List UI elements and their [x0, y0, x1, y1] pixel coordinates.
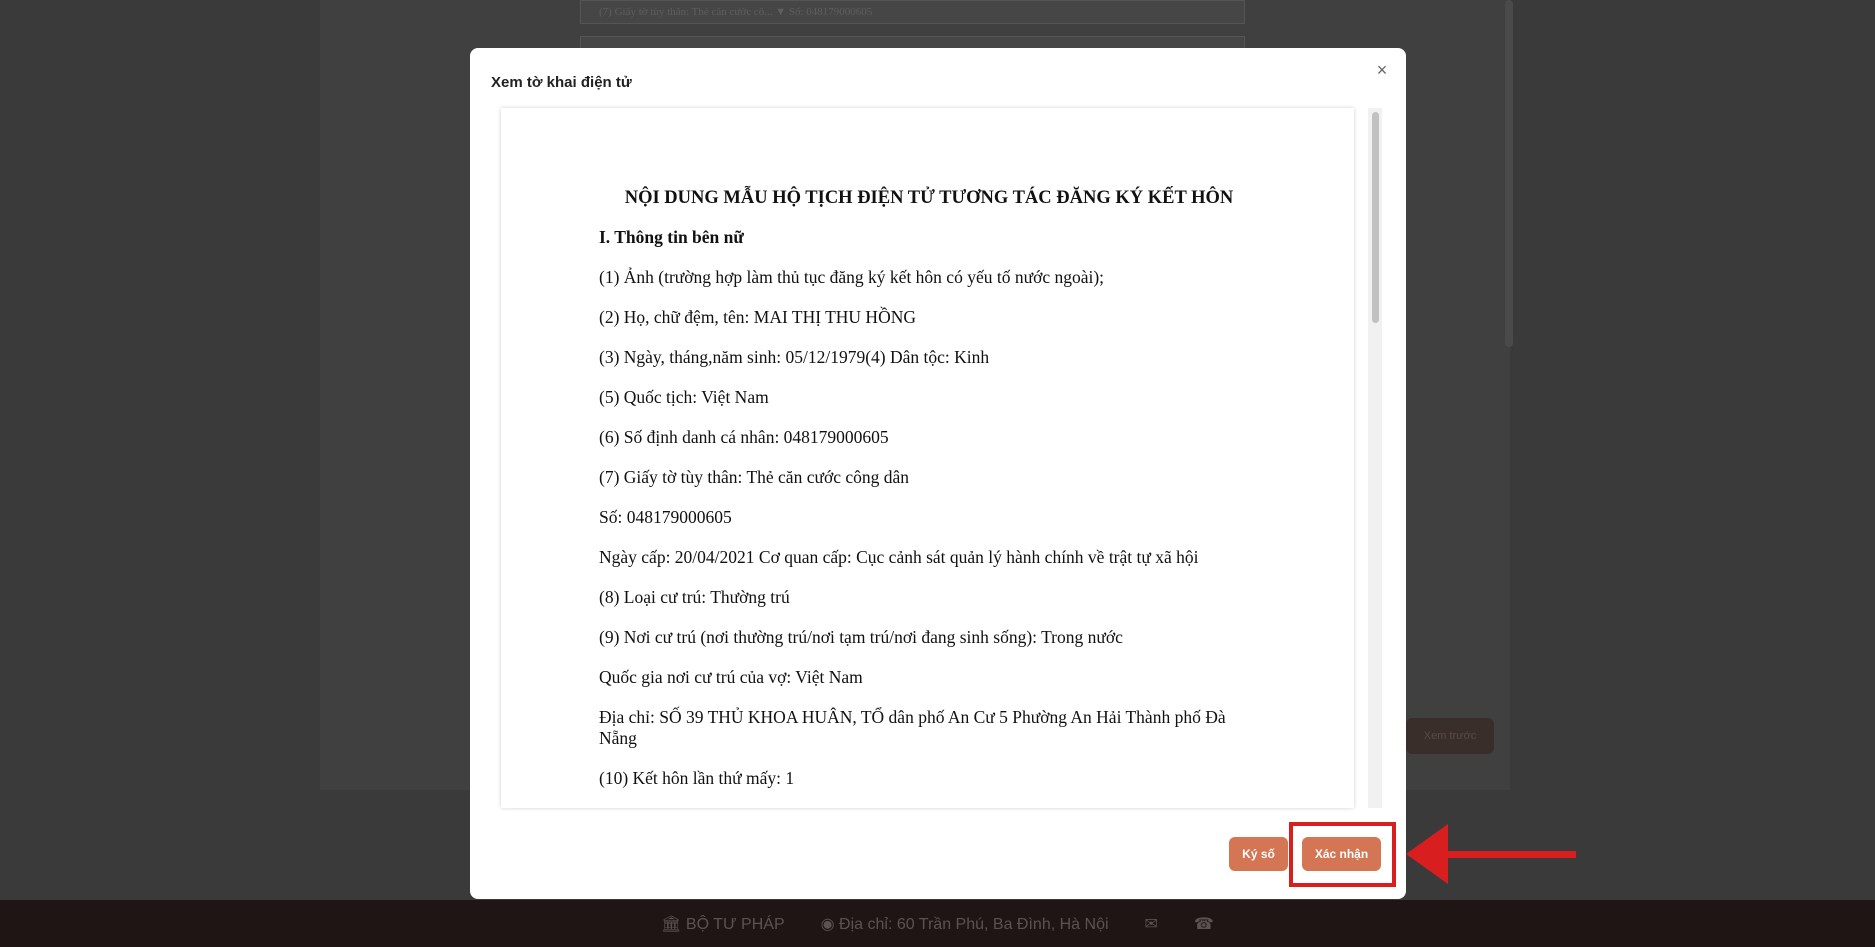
document-line: Địa chỉ: SỐ 39 THỦ KHOA HUÂN, TỔ dân phố An Cư 5 Phường An Hải Thành phố Đà Nẵng	[599, 707, 1226, 748]
document-line: (7) Giấy tờ tùy thân: Thẻ căn cước công dân	[599, 467, 910, 487]
document-line: Ngày cấp: 20/04/2021 Cơ quan cấp: Cục cảnh sát quản lý hành chính về trật tự xã hội	[599, 547, 1199, 567]
confirm-highlight-box	[1289, 822, 1396, 887]
document-line: (3) Ngày, tháng,năm sinh: 05/12/1979(4) Dân tộc: Kinh	[599, 347, 990, 367]
document-line: (6) Số định danh cá nhân: 048179000605	[599, 427, 889, 447]
modal-title: Xem tờ khai điện tử	[491, 74, 632, 91]
document-heading: NỘI DUNG MẪU HỘ TỊCH ĐIỆN TỬ TƯƠNG TÁC ĐĂNG KÝ KẾT HÔN	[624, 188, 1234, 208]
document-line: (5) Quốc tịch: Việt Nam	[599, 387, 769, 407]
bank-icon: 🏛	[661, 915, 682, 933]
pointer-arrow-icon	[1404, 820, 1580, 890]
footer-address	[821, 914, 1109, 934]
phone-icon: ☎	[1193, 915, 1214, 933]
footer-org	[661, 914, 785, 934]
document-line: (1) Ảnh (trường hợp làm thủ tục đăng ký kết hôn có yếu tố nước ngoài);	[599, 267, 1105, 287]
electronic-declaration-modal	[470, 48, 1406, 899]
document-line: (2) Họ, chữ đệm, tên: MAI THỊ THU HỒNG	[599, 307, 916, 327]
map-pin-icon: ◉	[820, 915, 835, 933]
background-id-document-row: (7) Giấy tờ tùy thân: Thẻ căn cước cô... ▼ Số: 048179000605	[580, 0, 1245, 24]
footer	[0, 900, 1875, 947]
document-line: (9) Nơi cư trú (nơi thường trú/nơi tạm trú/nơi đang sinh sống): Trong nước	[599, 627, 1123, 647]
envelope-icon: ✉	[1144, 915, 1158, 933]
footer-org-label: BỘ TƯ PHÁP	[685, 915, 785, 933]
document-line: Quốc gia nơi cư trú của vợ: Việt Nam	[599, 667, 863, 687]
confirm-button[interactable]: Xác nhận	[1302, 837, 1381, 871]
document-scrollbar-thumb[interactable]	[1372, 112, 1379, 323]
document-line: (10) Kết hôn lần thứ mấy: 1	[599, 768, 795, 788]
preview-button: Xem trước	[1406, 718, 1494, 754]
digital-sign-button[interactable]: Ký số	[1229, 837, 1288, 871]
document-line: Số: 048179000605	[599, 507, 732, 527]
close-icon[interactable]: ×	[1376, 60, 1388, 80]
footer-address-label: Địa chỉ: 60 Trần Phú, Ba Đình, Hà Nội	[839, 915, 1109, 933]
document-line: (8) Loại cư trú: Thường trú	[599, 587, 790, 607]
background-scrollbar	[1505, 0, 1513, 347]
section-title: I. Thông tin bên nữ	[599, 227, 744, 247]
document-preview[interactable]	[501, 108, 1354, 808]
document-content	[599, 188, 1259, 808]
